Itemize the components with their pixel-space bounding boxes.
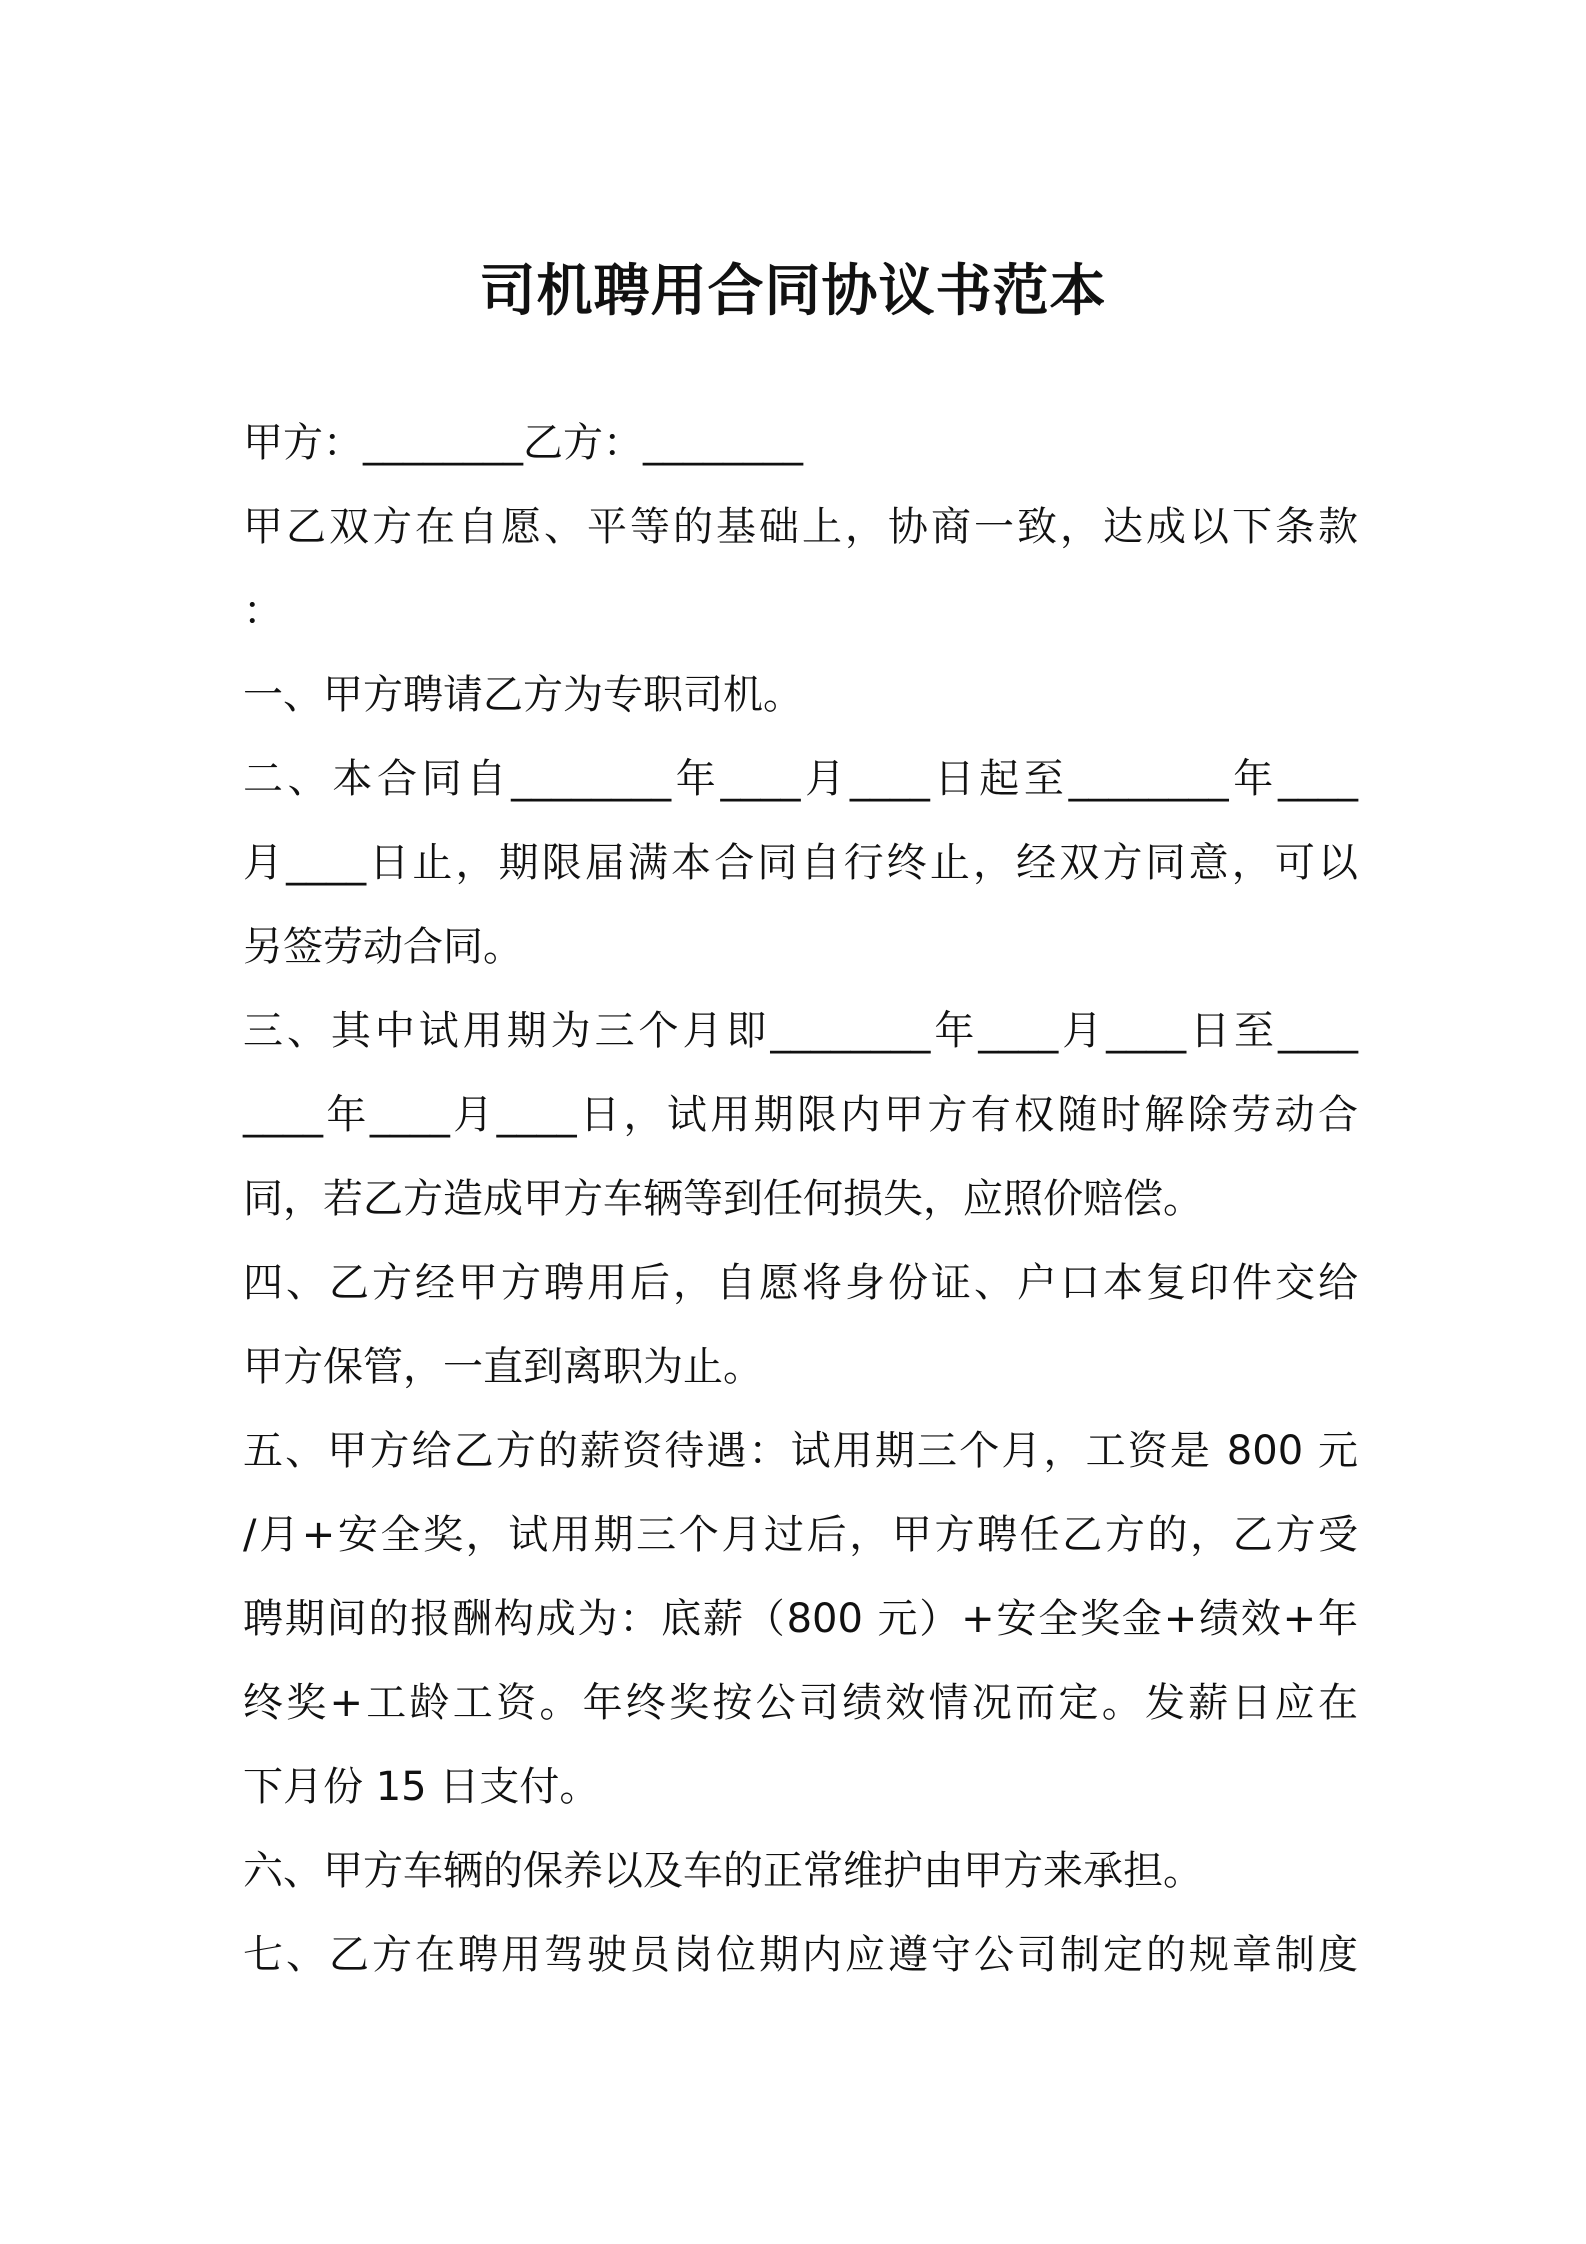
clause-7-line: 七、乙方在聘用驾驶员岗位期内应遵守公司制定的规章制度 [243, 1932, 1358, 1978]
clause-4-line: 四、乙方经甲方聘用后，自愿将身份证、户口本复印件交给 [243, 1260, 1358, 1306]
document-body [243, 401, 1358, 1997]
text-line: 甲方保管，一直到离职为止。 [243, 1344, 763, 1390]
text-line: ： [243, 588, 283, 634]
text-line: /月+安全奖，试用期三个月过后，甲方聘任乙方的，乙方受 [243, 1512, 1358, 1558]
text-line: 下月份 15 日支付。 [243, 1764, 600, 1810]
clause-3-line: 三、其中试用期为三个月即________年____月____日至____ [243, 1008, 1358, 1054]
clause-2-line: 二、本合同自________年____月____日起至________年____ [243, 756, 1358, 802]
text-line: 终奖+工龄工资。年终奖按公司绩效情况而定。发薪日应在 [243, 1680, 1358, 1726]
text-line: 同，若乙方造成甲方车辆等到任何损失，应照价赔偿。 [243, 1176, 1203, 1222]
text-line: ____年____月____日，试用期限内甲方有权随时解除劳动合 [243, 1092, 1358, 1138]
party-line: 甲方：________乙方：________ [243, 420, 803, 466]
document-title: 司机聘用合同协议书范本 [479, 259, 1107, 324]
clause-1-line: 一、甲方聘请乙方为专职司机。 [243, 672, 803, 718]
clause-5-line: 五、甲方给乙方的薪资待遇：试用期三个月，工资是 800 元 [243, 1428, 1358, 1474]
text-line: 另签劳动合同。 [243, 924, 523, 970]
text-line: 聘期间的报酬构成为：底薪（800 元）+安全奖金+绩效+年 [243, 1596, 1358, 1642]
text-line: 月____日止，期限届满本合同自行终止，经双方同意，可以 [243, 840, 1358, 886]
clause-6-line: 六、甲方车辆的保养以及车的正常维护由甲方来承担。 [243, 1848, 1203, 1894]
text-line: 甲乙双方在自愿、平等的基础上，协商一致，达成以下条款 [243, 504, 1358, 550]
